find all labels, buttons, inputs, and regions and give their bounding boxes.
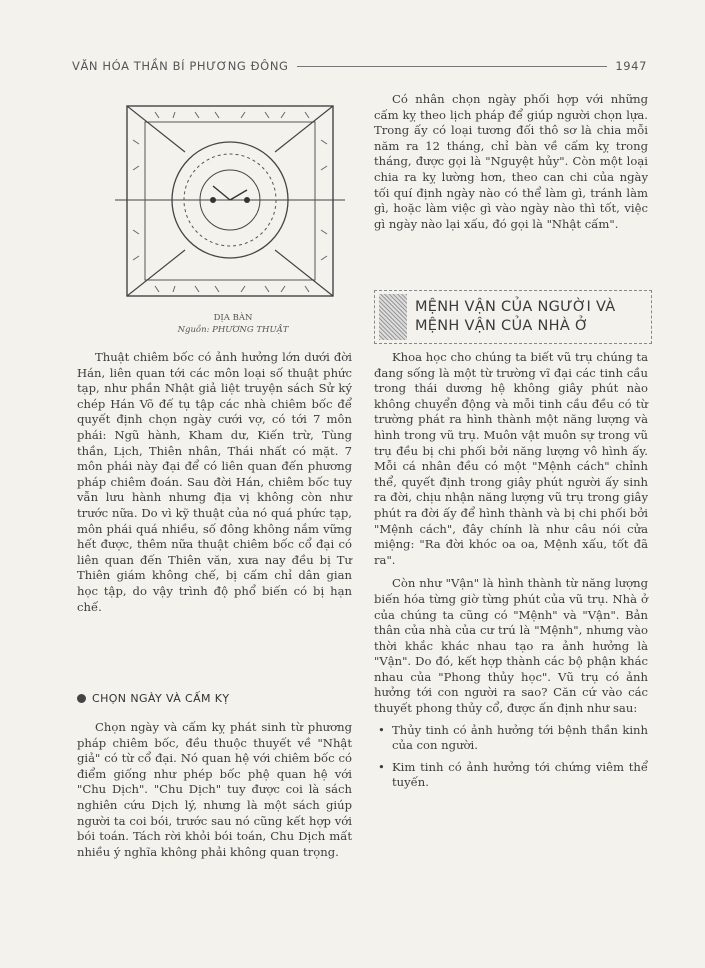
bullet-item: • Kim tinh có ảnh hưởng tới chứng viêm thể tuyến. <box>374 760 648 791</box>
left-column <box>77 350 352 615</box>
right-column-top <box>374 92 648 232</box>
center-dot <box>244 197 250 203</box>
outer-square <box>127 106 333 296</box>
book-title: VĂN HÓA THẦN BÍ PHƯƠNG ĐÔNG <box>72 59 289 73</box>
center-dot <box>210 197 216 203</box>
border-glyphs <box>133 112 327 292</box>
paragraph: Khoa học cho chúng ta biết vũ trụ chúng ta đang sống là một từ trường vĩ đại các tinh cầu trong thái dương hệ không giây phút nào không chuyển động và mỗi tinh cầu đều có từ trường phát ra hình thành một năng lượng và hình trong vũ trụ. Muôn vật muôn sự trong vũ trụ đều bị chi phối bởi năng lượng vô hình ấy. Mỗi cá nhân đều có một "Mệnh cách" chỉnh thể, quyết định trong giây phút người ấy sinh ra đời, chịu nhận năng lượng vũ trụ trong giây phút ra đời ấy để hình thành và bị chi phối bởi "Mệnh cách", đây chính là như câu nói cửa miệng: "Ra đời khóc oa oa, Mệnh xấu, tốt đã ra". <box>374 350 648 567</box>
caption-source: Nguồn: PHƯƠNG THUẬT <box>177 325 289 335</box>
paragraph: Chọn ngày và cấm kỵ phát sinh từ phương pháp chiêm bốc, đều thuộc thuyết về "Nhật giả" có từ cổ đại. Nó quan hệ với chiêm bốc có điểm giống như phép bốc phệ quan hệ với "Chu Dịch". "Chu Dịch" tuy được coi là sách nghiên cứu Dịch lý, nhưng là một sách giúp người ta coi bói, trước sau nó cũng kết hợp với bói toán. Tách rời khỏi bói toán, Chu Dịch mất nhiều ý nghĩa không phải không quan trọng. <box>77 720 352 859</box>
spacer <box>374 568 648 576</box>
boxed-title <box>374 290 652 344</box>
compass-svg <box>115 100 345 305</box>
decorative-mark-icon <box>379 294 407 340</box>
diagonal-line <box>275 106 333 152</box>
paragraph: Thuật chiêm bốc có ảnh hưởng lớn dưới đời Hán, liên quan tới các môn loại số thuật phức tạp, như phần Nhật giả liệt truyện sách Sử ký chép Hán Võ đế tụ tập các nhà chiêm bốc để quyết định chọn ngày cưới vợ, có tới 7 môn phái: Ngũ hành, Kham dư, Kiến trừ, Tùng thần, Lịch, Thiên nhân, Thái nhất có mặt. 7 môn phái này đại để có liên quan đến phương pháp chiêm đoán. Sau đời Hán, chiêm bốc tuy vẫn lưu hành nhưng địa vị không còn như trước nữa. Do vì kỹ thuật của nó quá phức tạp, môn phái quá nhiều, số đông không nắm vững hết được, thêm nữa thuật chiêm bốc cổ đại có liên quan đến Thiên văn, xưa nay đều bị Tư Thiên giám không chế, bị cấm chỉ dân gian học tập, do vậy trình độ phổ biến có bị hạn chế. <box>77 350 352 614</box>
running-header <box>72 56 647 76</box>
title-line-2: MỆNH VẬN CỦA NHÀ Ở <box>415 318 589 334</box>
inner-square <box>145 122 315 280</box>
paragraph: Có nhân chọn ngày phối hợp với những cấm kỵ theo lịch pháp để giúp người chọn lựa. Trong ấy có loại tương đối thô sơ là chia mỗi năm ra 12 tháng, chỉ bàn về cấm kỵ trong tháng, được gọi là "Nguyệt hủy". Còn một loại chia ra kỵ lường hơn, theo can chi của ngày tối quí định ngày nào có thể làm gì, tránh làm gì, hoặc làm việc gì vào ngày nào thì tốt, việc gì ngày nào lại xấu, đó gọi là "Nhật cấm". <box>374 92 648 231</box>
section-heading-text: CHỌN NGÀY VÀ CẤM KỴ <box>92 692 230 705</box>
right-column-body <box>374 350 648 791</box>
compass-diagram <box>115 100 345 305</box>
left-column-section <box>77 720 352 860</box>
paragraph: Còn như "Vận" là hình thành từ năng lượng biến hóa từng giờ từng phút của vũ trụ. Nhà ở của chúng ta cũng có "Mệnh" và "Vận". Bản thân của nhà của cư trú là "Mệnh", nhưng vào thời khắc khác nhau tạo ra ảnh hưởng là "Vận". Do đó, kết hợp thành các bộ phận khác nhau của "Phong thủy học". Vũ trụ có ảnh hưởng tới con người ra sao? Căn cứ vào các thuyết phong thủy cổ, được ấn định như sau: <box>374 576 648 716</box>
figure-caption <box>118 312 348 336</box>
header-rule <box>297 66 608 67</box>
diagonal-line <box>127 250 185 296</box>
title-line-1: MỆNH VẬN CỦA NGƯỜI VÀ <box>415 299 616 315</box>
bullet-item: • Thủy tinh có ảnh hưởng tới bệnh thần kinh của con người. <box>374 723 648 754</box>
needle <box>213 186 230 200</box>
bullet-icon <box>77 694 86 703</box>
section-heading <box>77 692 352 705</box>
caption-title: DỊA BÀN <box>213 313 253 323</box>
diagonal-line <box>275 250 333 296</box>
boxed-title-text <box>415 298 615 336</box>
page-number: 1947 <box>615 59 647 73</box>
